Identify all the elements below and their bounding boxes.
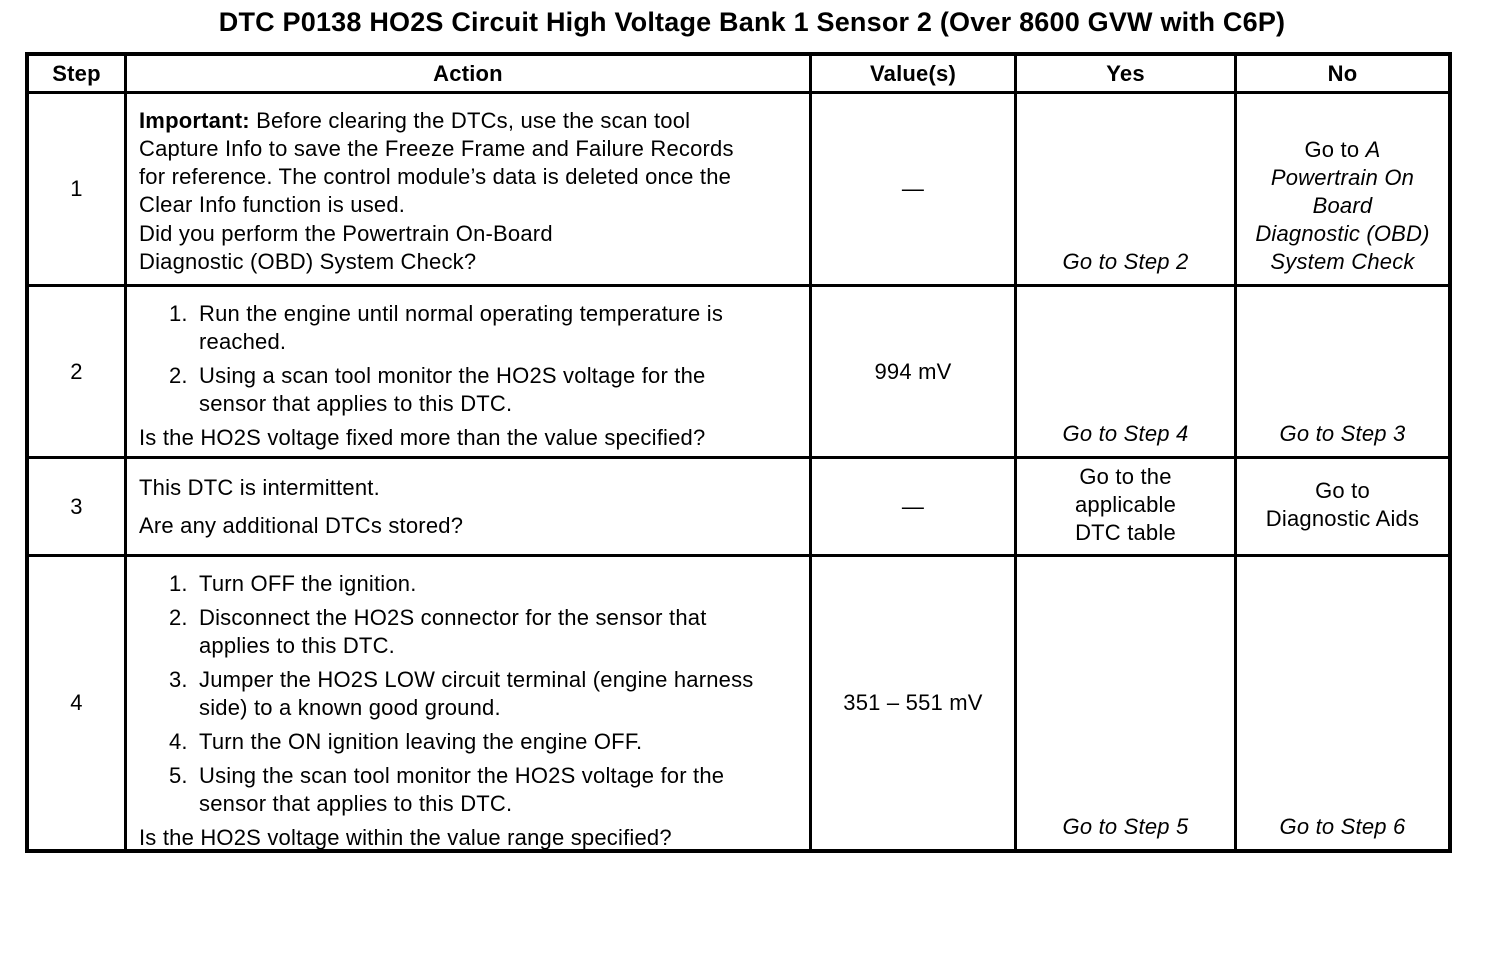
col-header-yes: Yes <box>1017 56 1237 94</box>
action-question-2: Is the HO2S voltage fixed more than the value specified? <box>139 425 706 450</box>
step-number: 4 <box>70 690 83 715</box>
action-question-4: Is the HO2S voltage within the value range specified? <box>139 825 672 849</box>
step-cell-4 <box>29 557 127 849</box>
no-link-line: Board <box>1312 193 1373 218</box>
value-dash: — <box>901 493 925 519</box>
list-item-number: 1. <box>169 301 188 326</box>
action-list-item <box>169 728 642 756</box>
list-item-number: 2. <box>169 605 188 630</box>
list-item-number: 5. <box>169 763 188 788</box>
yes-cell-1 <box>1017 94 1237 287</box>
important-note <box>139 107 751 219</box>
action-list-item <box>169 570 417 598</box>
action-statement: This DTC is intermittent. <box>139 474 380 500</box>
action-list-item <box>169 300 774 356</box>
value-voltage-range: 351 – 551 mV <box>843 690 983 715</box>
col-header-no: No <box>1237 56 1448 94</box>
no-link-diagnostic-aids <box>1266 477 1419 533</box>
yes-link-step5: Go to Step 5 <box>1062 814 1189 839</box>
action-cell-1 <box>127 94 812 287</box>
important-text: Before clearing the DTCs, use the scan tool Capture Info to save the Freeze Frame and Failure Records for reference. The control module’s data is deleted once the Clear Info function is used. <box>139 108 734 217</box>
page-title: DTC P0138 HO2S Circuit High Voltage Bank 1 Sensor 2 (Over 8600 GVW with C6P) <box>218 7 1286 37</box>
no-cell-1 <box>1237 94 1448 287</box>
list-item-text: Using a scan tool monitor the HO2S voltage for the sensor that applies to this DTC. <box>199 363 706 416</box>
dtc-diagnostic-table <box>25 52 1452 853</box>
value-voltage: 994 mV <box>874 358 952 384</box>
list-item-number: 2. <box>169 363 188 388</box>
step-cell-2 <box>29 287 127 459</box>
goto-prefix: Go to <box>1304 137 1360 162</box>
yes-cell-4 <box>1017 557 1237 849</box>
step-cell-3 <box>29 459 127 557</box>
no-link-line: Diagnostic Aids <box>1265 505 1420 531</box>
important-label: Important: <box>139 108 250 133</box>
action-list-item <box>169 604 774 660</box>
list-item-text: Disconnect the HO2S connector for the sensor that applies to this DTC. <box>199 605 707 658</box>
yes-link-step4: Go to Step 4 <box>1062 421 1189 446</box>
list-item-text: Jumper the HO2S LOW circuit terminal (engine harness side) to a known good ground. <box>199 667 754 720</box>
list-item-number: 3. <box>169 667 188 692</box>
col-header-step: Step <box>29 56 127 94</box>
step-number: 3 <box>70 493 83 519</box>
yes-cell-2 <box>1017 287 1237 459</box>
no-link-step6: Go to Step 6 <box>1279 814 1406 839</box>
no-cell-4 <box>1237 557 1448 849</box>
value-cell-3 <box>812 459 1017 557</box>
value-dash: — <box>901 176 925 201</box>
no-link-line: System Check <box>1270 249 1415 274</box>
list-item-text: Turn the ON ignition leaving the engine OFF. <box>199 729 643 754</box>
yes-link-dtc-table <box>1075 463 1176 547</box>
no-cell-2 <box>1237 287 1448 459</box>
action-cell-3 <box>127 459 812 557</box>
yes-cell-3 <box>1017 459 1237 557</box>
value-cell-4 <box>812 557 1017 849</box>
yes-link-line: Go to the <box>1079 463 1172 489</box>
list-item-text: Using the scan tool monitor the HO2S voltage for the sensor that applies to this DTC. <box>199 763 725 816</box>
yes-link-line: DTC table <box>1075 519 1176 545</box>
action-question-1: Did you perform the Powertrain On-Board Diagnostic (OBD) System Check? <box>139 221 553 274</box>
no-link-line: A <box>1365 137 1381 162</box>
step-cell-1 <box>29 94 127 287</box>
list-item-number: 1. <box>169 571 188 596</box>
list-item-text: Run the engine until normal operating temperature is reached. <box>199 301 724 354</box>
action-list-item <box>169 362 774 418</box>
no-cell-3 <box>1237 459 1448 557</box>
action-list-item <box>169 666 774 722</box>
action-cell-4 <box>127 557 812 849</box>
yes-link-step2: Go to Step 2 <box>1062 249 1189 274</box>
value-cell-1 <box>812 94 1017 287</box>
col-header-values: Value(s) <box>812 56 1017 94</box>
yes-link-line: applicable <box>1074 491 1177 517</box>
no-link-line: Powertrain On <box>1270 165 1415 190</box>
action-question-3: Are any additional DTCs stored? <box>139 512 464 538</box>
col-header-action: Action <box>127 56 812 94</box>
step-number: 1 <box>70 176 83 201</box>
value-cell-2 <box>812 287 1017 459</box>
list-item-number: 4. <box>169 729 188 754</box>
action-list-item <box>169 762 774 818</box>
action-cell-2 <box>127 287 812 459</box>
no-link-obd-check <box>1255 136 1429 276</box>
step-number: 2 <box>70 358 83 384</box>
no-link-line: Diagnostic (OBD) <box>1255 221 1430 246</box>
no-link-step3: Go to Step 3 <box>1279 421 1406 446</box>
list-item-text: Turn OFF the ignition. <box>199 571 417 596</box>
no-link-line: Go to <box>1315 477 1370 503</box>
